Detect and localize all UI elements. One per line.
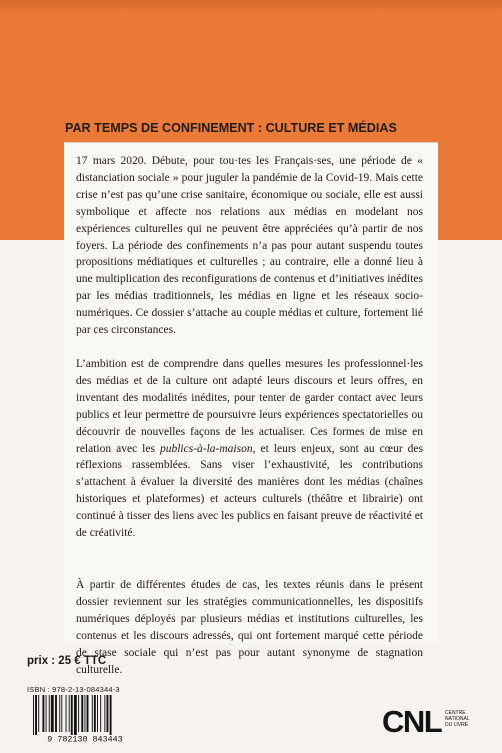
barcode-bar <box>33 695 34 735</box>
cnl-logo <box>382 698 472 738</box>
barcode-bar <box>38 695 39 732</box>
barcode <box>27 695 143 743</box>
barcode-bar <box>55 695 57 732</box>
paragraph-2 <box>76 356 423 542</box>
paragraph-2-text <box>76 356 423 542</box>
barcode-bars <box>33 695 112 735</box>
cnl-tagline-1: CENTRE <box>445 710 466 716</box>
paragraph-2-part-2: , et leurs enjeux, sont au cœur des réflexions rassemblées. Sans viser l’exhaustivité, les contributions s’attachent à évaluer la diversité des manières dont les médias (chaînes historiques et plateformes) et acteurs culturels (théâtre et librairie) ont continué à tisser des liens avec les publics en faisant preuve de réactivité et de créativité. <box>76 442 423 540</box>
barcode-bar <box>84 695 85 732</box>
barcode-bar <box>51 695 54 732</box>
barcode-bar <box>69 695 70 732</box>
barcode-number: 9 782130 843443 <box>47 734 123 743</box>
price-label: prix : 25 € TTC <box>27 655 107 667</box>
barcode-bar <box>46 695 47 732</box>
cnl-tagline-2: NATIONAL <box>445 716 470 722</box>
cnl-tagline-3: DU LIVRE <box>445 722 469 728</box>
cnl-logo-text: CNL <box>382 704 442 738</box>
barcode-bar <box>42 695 44 732</box>
barcode-bar <box>104 695 105 732</box>
barcode-bar <box>97 695 98 732</box>
barcode-bar <box>100 695 101 732</box>
barcode-bar <box>74 695 77 735</box>
band-shade <box>0 0 502 14</box>
paragraph-3-text: À partir de différentes études de cas, les textes réunis dans le présent dossier reviennent sur les stratégies communicationnelles, les dispositifs numériques déployés par plusieurs médias et institutions culturelles, les contenus et les discours adressés, qui ont fortement marqué cette période de stase sociale qui n’est pas pour autant synonyme de stagnation culturelle. <box>76 579 423 676</box>
barcode-bar <box>35 695 37 735</box>
barcode-bar <box>107 695 109 732</box>
cover-heading: PAR TEMPS DE CONFINEMENT : CULTURE ET MÉDIAS <box>65 121 397 135</box>
barcode-bar <box>110 695 112 735</box>
barcode-bar <box>94 695 96 732</box>
barcode-bar <box>78 695 79 732</box>
paragraph-2-part-1: L’ambition est de comprendre dans quelles mesures les professionnel·les des médias et de la culture ont adapté leurs discours et leurs offres, en inventant des modalités inédites, pour tenter de garder contact avec leurs publics et leur permettre de poursuivre leurs expériences spectatorielles ou découvrir de nouvelles façons de les actualiser. Ces formes de mise en relation avec les <box>76 358 423 455</box>
barcode-bar <box>59 695 60 732</box>
paragraph-2-italic: publics-à-la-maison <box>159 442 253 455</box>
barcode-bar <box>49 695 50 732</box>
barcode-bar <box>71 695 73 735</box>
barcode-bar <box>61 695 62 732</box>
isbn-label: ISBN : 978-2-13-084344-3 <box>27 685 120 694</box>
barcode-bar <box>87 695 89 732</box>
barcode-bar <box>66 695 67 732</box>
paragraph-1 <box>76 153 423 339</box>
paragraph-1-text: 17 mars 2020. Débute, pour tou·tes les Français·ses, une période de « distanciation sociale » pour juguler la pandémie de la Covid-19. Mais cette crise n’est pas qu’une crise sanitaire, économique ou sociale, elle est aussi symbolique et affecte nos relations aux médias en modelant nos expériences culturelles qui ne peuvent être appréciées qu’à partir de nos foyers. La période des confinements n’a pas pour autant suspendu toutes propositions médiatiques et culturelles ; au contraire, elle a donné lieu à une multiplication des reconfigurations de contenus et d’initiatives inédites par les médias traditionnels, les médias en ligne et les réseaux socio-numériques. Ce dossier s’attache au couple médias et culture, fortement lié par ces circonstances. <box>76 155 423 337</box>
barcode-bar <box>92 695 93 732</box>
paragraph-3 <box>76 577 423 678</box>
barcode-bar <box>81 695 83 732</box>
